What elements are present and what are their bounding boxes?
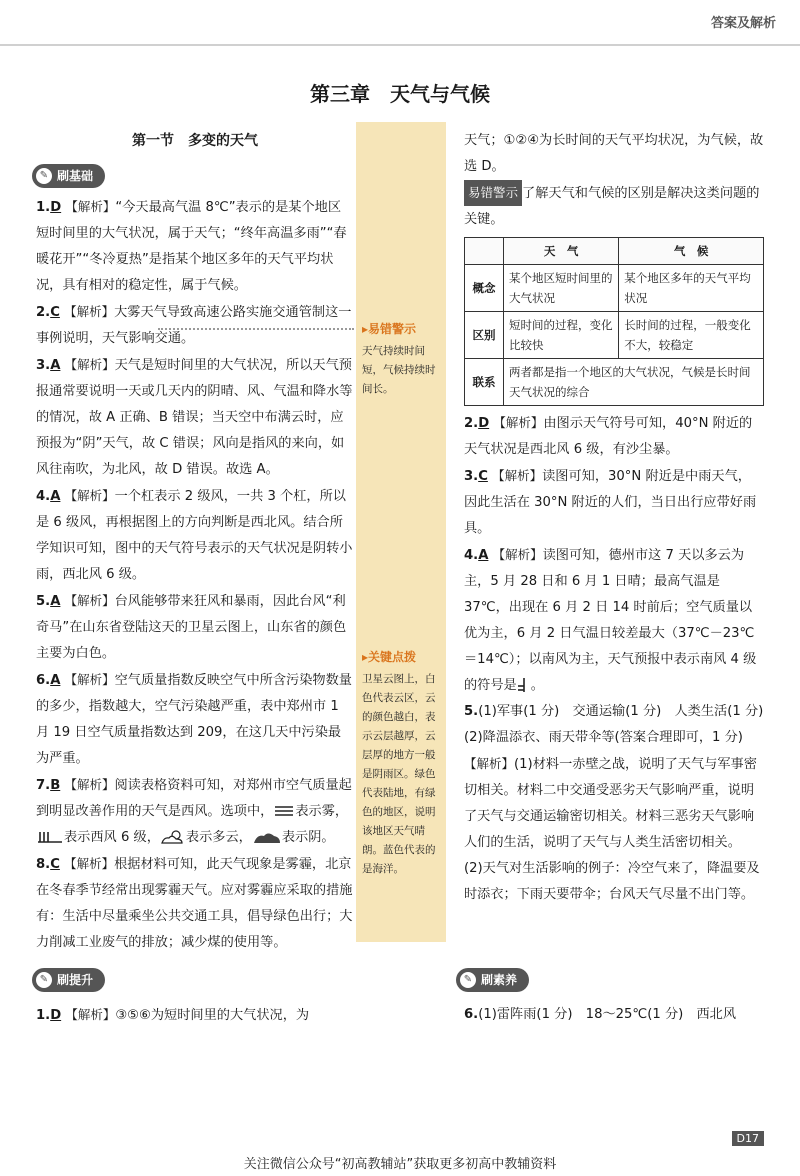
weather-climate-table <box>464 237 764 406</box>
answer-item-r5-analysis1: 【解析】(1)材料一赤壁之战，说明了天气与军事密切相关。材料二中交通受恶劣天气影响严重，说明了天气与交通运输密切相关。材料三恶劣天气影响人们的生活，说明了天气与人类生活密切相关。 <box>464 756 757 850</box>
sidebar-heading-key: ▸关键点拨 <box>362 650 417 664</box>
left-column <box>36 128 354 956</box>
page-number: D17 <box>732 1131 764 1146</box>
answer-item-r3: 3.C 【解析】读图可知，30°N 附近是中雨天气，因此生活在 30°N 附近的人们，当日出行应带好雨具。 <box>464 468 757 536</box>
answer-item-r4: 4.A 【解析】读图可知，德州市这 7 天以多云为主，5 月 28 日和 6 月 1 日晴；最高气温是 37℃，出现在 6 月 2 日 14 时前后；空气质量以优为主，6 月 2 日气温日较差最大（37℃－23℃＝14℃）；以南风为主，天气预报中表示南风 4 级的符号是 。 <box>464 547 757 693</box>
table-header-climate: 气 候 <box>619 238 764 265</box>
answer-item-3: 3.A 【解析】天气是短时间里的大气状况，所以天气预报通常要说明一天或几天内的阴晴、风、气温和降水等的情况，故 A 正确、B 错误；当天空中布满云时，应预报为“阴”天气，故 C 错误；风向是指风的来向，如风往南吹，为北风，故 D 错误。故选 A。 <box>36 357 353 477</box>
answer-item-7: 7.B 【解析】阅读表格资料可知，对郑州市空气质量起到明显改善作用的天气是西风。选项中， 表示雾，表示西风 6 级， 表示多云， 表示阴。 <box>36 777 352 845</box>
badge-basic: ✎ 刷基础 <box>32 164 105 188</box>
table-corner <box>465 238 504 265</box>
answer-item-r5-analysis2: (2)天气对生活影响的例子：冷空气来了，降温要及时添衣；下雨天要带伞；台风天气尽量不出门等。 <box>464 861 760 902</box>
header-divider <box>0 44 800 46</box>
sidebar-text-key: 卫星云图上，白色代表云区，云的颜色越白，表示云层越厚，云层厚的地方一般是阴雨区。绿色代表陆地，有绿色的地区，说明该地区天气晴朗。蓝色代表的是海洋。 <box>362 673 436 875</box>
table-row: 联系 两者都是指一个地区的大气状况，气候是长时间天气状况的综合 <box>465 359 764 406</box>
right-column <box>464 128 764 908</box>
south-wind-symbol-icon <box>517 677 531 693</box>
footer-note: 关注微信公众号“初高教辅站”获取更多初高中教辅资料 <box>243 1157 557 1172</box>
badge-literacy: ✎ 刷素养 <box>456 968 529 992</box>
west-wind-symbol-icon <box>36 830 64 844</box>
header-tag: 答案及解析 <box>710 16 776 31</box>
answer-item-1: 1.D 【解析】“今天最高气温 8℃”表示的是某个地区短时间里的大气状况，属于天气；“终年高温多雨”“春暖花开”“冬冷夏热”是指某个地区多年的天气平均状况，具有相对的稳定性，属于气候。 <box>36 199 347 293</box>
brush-icon: ✎ <box>460 972 476 988</box>
answer-item-r2: 2.D 【解析】由图示天气符号可知，40°N 附近的天气状况是西北风 6 级，有沙尘暴。 <box>464 415 753 457</box>
table-row: 区别 短时间的过程，变化比较快 长时间的过程，一般变化不大，较稳定 <box>465 312 764 359</box>
answer-item-4: 4.A 【解析】一个杠表示 2 级风，一共 3 个杠，所以是 6 级风，再根据图上的方向判断是西北风。结合所学知识可知，图中的天气符号表示的天气状况是阴转小雨，西北风 6 级。 <box>36 488 353 582</box>
chapter-title: 第三章 天气与气候 <box>310 82 490 106</box>
table-row: 概念 某个地区短时间里的大气状况 某个地区多年的天气平均状况 <box>465 265 764 312</box>
right-literacy-block <box>464 966 764 1028</box>
partly-cloudy-symbol-icon <box>160 829 186 845</box>
brush-icon: ✎ <box>36 168 52 184</box>
warning-note: 易错警示 了解天气和气候的区别是解决这类问题的关键。 <box>464 180 764 233</box>
fog-symbol-icon <box>273 804 295 818</box>
overcast-symbol-icon <box>252 830 282 844</box>
answer-item-2: 2.C 【解析】大雾天气导致高速公路实施交通管制这一事例说明，天气影响交通。 <box>36 304 352 346</box>
answer-item-6: 6.A 【解析】空气质量指数反映空气中所含污染物数量的多少，指数越大，空气污染越严重，表中郑州市 1 月 19 日空气质量指数达到 209，在这几天中污染最为严重。 <box>36 672 352 766</box>
brush-icon: ✎ <box>36 972 52 988</box>
left-improve-block <box>36 966 354 1029</box>
answer-item-8: 8.C 【解析】根据材料可知，此天气现象是雾霾，北京在冬春季节经常出现雾霾天气。应对雾霾应采取的措施有：生活中尽量乘坐公共交通工具，倡导绿色出行；大力削减工业废气的排放；减少煤的使用等。 <box>36 856 353 950</box>
answer-item-r5-part2: (2)降温添衣、雨天带伞等(答案合理即可，1 分) <box>464 730 743 745</box>
literacy-item-6: 6.(1)雷阵雨(1 分) 18～25℃(1 分) 西北风 <box>464 1007 737 1022</box>
sidebar-heading-error: ▸易错警示 <box>362 322 417 336</box>
improve-item-1: 1.D 【解析】③⑤⑥为短时间里的大气状况，为 <box>36 1007 310 1023</box>
continued-text: 天气；①②④为长时间的天气平均状况，为气候，故选 D。 <box>464 133 764 174</box>
section-title: 第一节 多变的天气 <box>132 133 258 149</box>
answer-item-r5: 5.(1)军事(1 分) 交通运输(1 分) 人类生活(1 分) <box>464 704 764 719</box>
answer-item-5: 5.A 【解析】台风能够带来狂风和暴雨，因此台风“利奇马”在山东省登陆这天的卫星云图上，山东省的颜色主要为白色。 <box>36 593 347 661</box>
badge-improve: ✎ 刷提升 <box>32 968 105 992</box>
sidebar-text-error: 天气持续时间短，气候持续时间长。 <box>362 345 436 395</box>
table-header-weather: 天 气 <box>504 238 619 265</box>
warning-label: 易错警示 <box>464 180 522 206</box>
